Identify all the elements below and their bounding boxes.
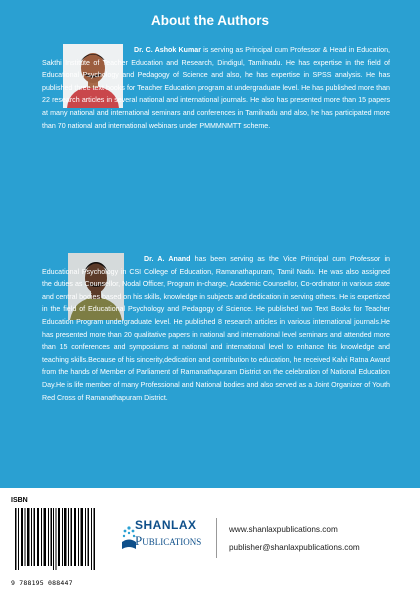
author1-bio [42, 44, 390, 132]
section-heading: About the Authors [151, 13, 269, 28]
logo-subtitle: Publications [135, 533, 202, 548]
author2-name: Dr. A. Anand [144, 255, 191, 263]
author1-name: Dr. C. Ashok Kumar [134, 46, 201, 54]
isbn-number: 9 788195 088447 [11, 579, 73, 587]
author2-bio [42, 253, 390, 404]
author1-bio-text: is serving as Principal cum Professor & Head in Education, Sakthi Institute of Teacher Education and Research, Dindigul, Tamilnadu. He has expertise in the field of Educational Psychology and Pedagogy of Science and also, he has expertise in SPSS analysis. He has published three text books for Teacher Education program at undergraduate level. He has published more than 22 research articles in several national and international journals. He also has presented more than 15 papers at many national and international seminars and conferences in Tamilnadu and also, he has participated more than 70 national and international webinars under PMMMNMTT scheme. [42, 46, 391, 130]
website-link[interactable]: www.shanlaxpublications.com [229, 525, 338, 534]
logo-wordmark: SHANLAX [135, 518, 197, 532]
footer-divider [216, 518, 217, 558]
barcode-icon [11, 506, 99, 574]
email-link[interactable]: publisher@shanlaxpublications.com [229, 543, 360, 552]
author2-bio-text: has been serving as the Vice Principal cum Professor in Educational Psychology in CSI College of Education, Ramanathapuram, Tamil Nadu. He was also assigned the duties as Counsellor, Nodal Officer, Program in-charge, Academic Counsellor, Co-ordinator in various state and central bodies based on his skills, knowledge in subjects and dedication in serving others. He is expertized in the field of Educational Psychology and Pedagogy of Science. He published two Text Books for Teacher Education Program undergraduate level. He published 8 research articles in various international journals.He has presented more than 20 qualitative papers in national and international level seminars and attended more than 15 conferences and symposiums at national and international level to enhance his knowledge and teaching skills.Because of his sincerity,dedication and contribution to education, he received Kalvi Ratna Award from the hands of Member of Parliament of Ramanathapuram District on the celebration of National Education Day.He is life member of many Professional and National bodies and also served as a Joint Organizer of Youth Red Cross of Ramanathapuram District. [42, 255, 390, 402]
isbn-block [11, 497, 101, 587]
footer-panel [0, 488, 420, 600]
isbn-label: ISBN [11, 497, 28, 504]
